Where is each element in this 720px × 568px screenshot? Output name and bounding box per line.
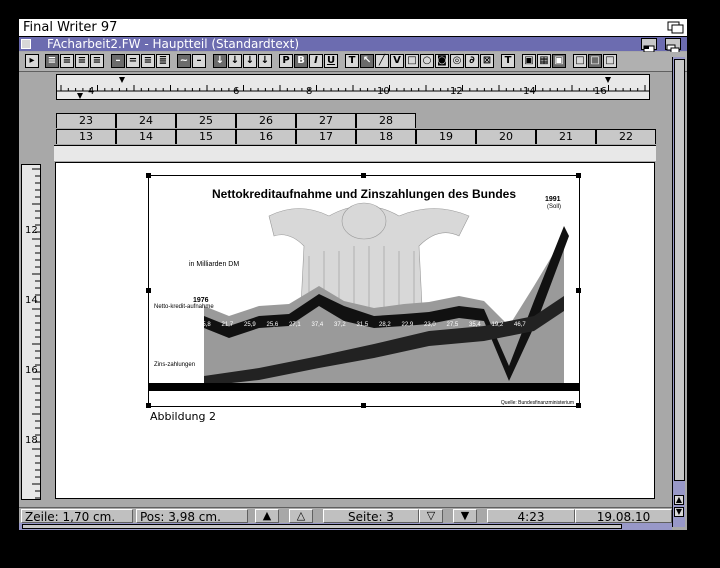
toolbar bbox=[19, 52, 687, 72]
chart-title: Nettokreditaufnahme und Zinszahlungen des Bundes bbox=[211, 187, 517, 201]
page-tab-15[interactable]: 15 bbox=[176, 129, 236, 144]
hyphen-icon[interactable]: ~ bbox=[177, 54, 191, 68]
year-end: 1991 bbox=[545, 196, 561, 203]
window-title-bar[interactable] bbox=[19, 37, 687, 51]
page-down-outline-icon[interactable]: ▽ bbox=[419, 509, 443, 523]
net-value-label: 37,2 bbox=[334, 322, 346, 328]
page-tab-28[interactable]: 28 bbox=[356, 113, 416, 128]
spacing-custom-icon[interactable]: ≣ bbox=[156, 54, 170, 68]
page-tab-20[interactable]: 20 bbox=[476, 129, 536, 144]
vruler-label: 14 bbox=[25, 295, 38, 306]
vruler-label: 16 bbox=[25, 365, 38, 376]
ruler-label: 6 bbox=[233, 86, 240, 97]
bold-icon[interactable]: B bbox=[294, 54, 308, 68]
net-value-label: 27,5 bbox=[446, 322, 459, 328]
page-up-outline-icon[interactable]: △ bbox=[289, 509, 313, 523]
selection-handle[interactable] bbox=[361, 173, 366, 178]
vertical-scrollbar[interactable] bbox=[672, 57, 685, 527]
ruler-label: 8 bbox=[306, 86, 313, 97]
freehand-tool-icon[interactable]: ∂ bbox=[465, 54, 479, 68]
page-tab-13[interactable]: 13 bbox=[56, 129, 116, 144]
align-right-icon[interactable]: ≡ bbox=[75, 54, 89, 68]
image-icon[interactable]: ▣ bbox=[552, 54, 566, 68]
page-tab-25[interactable]: 25 bbox=[176, 113, 236, 128]
net-value-label: 37,4 bbox=[311, 322, 324, 328]
clock-time: 4:23 bbox=[487, 509, 575, 523]
selection-handle[interactable] bbox=[576, 403, 581, 408]
page-tab-27[interactable]: 27 bbox=[296, 113, 356, 128]
horizontal-scrollbar[interactable] bbox=[19, 523, 672, 530]
line-position: Zeile: 1,70 cm. bbox=[21, 509, 133, 523]
net-value-label: 25,8 bbox=[199, 322, 211, 328]
plain-text-icon[interactable]: P bbox=[279, 54, 293, 68]
text-tool-icon[interactable]: T bbox=[345, 54, 359, 68]
screen-title-bar bbox=[19, 19, 687, 37]
pointer-icon[interactable]: ↖ bbox=[360, 54, 374, 68]
vertical-ruler[interactable] bbox=[21, 164, 41, 500]
year-end-note: (Soll) bbox=[547, 204, 562, 210]
document-page[interactable] bbox=[55, 162, 655, 499]
embedded-chart-image[interactable] bbox=[148, 175, 580, 407]
depth-gadget-icon[interactable] bbox=[665, 38, 681, 50]
page-tab-24[interactable]: 24 bbox=[116, 113, 176, 128]
underline-icon[interactable]: U bbox=[324, 54, 338, 68]
horizontal-ruler[interactable] bbox=[56, 74, 650, 100]
selection-handle[interactable] bbox=[361, 403, 366, 408]
scroll-knob[interactable] bbox=[674, 59, 685, 481]
page-tab-18[interactable]: 18 bbox=[356, 129, 416, 144]
filled-circle-tool-icon[interactable]: ◙ bbox=[435, 54, 449, 68]
align-center-icon[interactable]: ≡ bbox=[60, 54, 74, 68]
grid-icon[interactable]: ▦ bbox=[537, 54, 551, 68]
frame-icon[interactable]: ▣ bbox=[522, 54, 536, 68]
status-bar bbox=[19, 507, 672, 524]
year-start: 1976 bbox=[193, 297, 209, 304]
vruler-label: 18 bbox=[25, 435, 38, 446]
net-value-label: 35,4 bbox=[469, 322, 481, 328]
page-number: Seite: 3 bbox=[323, 509, 419, 523]
ruler-label: 10 bbox=[377, 86, 390, 97]
selection-handle[interactable] bbox=[146, 288, 151, 293]
page-tab-16[interactable]: 16 bbox=[236, 129, 296, 144]
unit-label: in Milliarden DM bbox=[189, 261, 240, 268]
tab-center-icon[interactable]: ↓ bbox=[228, 54, 242, 68]
page-up-filled-icon[interactable]: ▲ bbox=[255, 509, 279, 523]
net-value-label: 22,9 bbox=[401, 322, 414, 328]
align-left-icon[interactable]: ≡ bbox=[45, 54, 59, 68]
net-value-label: 28,2 bbox=[379, 322, 391, 328]
ruler-label: 4 bbox=[88, 86, 95, 97]
selection-handle[interactable] bbox=[146, 403, 151, 408]
view-draft-icon[interactable]: □ bbox=[588, 54, 602, 68]
align-justify-icon[interactable]: ≡ bbox=[90, 54, 104, 68]
net-value-label: 23,0 bbox=[424, 322, 436, 328]
interest-label: Zins-zahlungen bbox=[154, 362, 196, 368]
screen-title: Final Writer 97 bbox=[23, 20, 118, 35]
spacing-single-icon[interactable]: – bbox=[111, 54, 125, 68]
scroll-down-icon[interactable]: ▼ bbox=[675, 507, 683, 516]
page-tab-21[interactable]: 21 bbox=[536, 129, 596, 144]
line-tool-icon[interactable]: ╱ bbox=[375, 54, 389, 68]
net-value-label: 19,2 bbox=[491, 322, 504, 328]
net-value-label: 31,5 bbox=[356, 322, 369, 328]
close-icon[interactable] bbox=[21, 39, 31, 49]
ruler-label: 12 bbox=[450, 86, 463, 97]
selection-handle[interactable] bbox=[576, 173, 581, 178]
net-value-label: 66,3 bbox=[536, 227, 549, 233]
ruler-label: 16 bbox=[594, 86, 607, 97]
view-outline-icon[interactable]: □ bbox=[603, 54, 617, 68]
play-icon[interactable]: ▸ bbox=[25, 54, 39, 68]
net-value-label: 25,6 bbox=[266, 322, 279, 328]
figure-caption: Abbildung 2 bbox=[150, 410, 217, 423]
document-window bbox=[19, 37, 687, 530]
net-value-label: 25,9 bbox=[244, 322, 256, 328]
text-box-icon[interactable]: T bbox=[501, 54, 515, 68]
cursor-position: Pos: 3,98 cm. bbox=[136, 509, 248, 523]
target-tool-icon[interactable]: ◎ bbox=[450, 54, 464, 68]
italic-icon[interactable]: I bbox=[309, 54, 323, 68]
tab-left-icon[interactable]: ↓ bbox=[213, 54, 227, 68]
window-title: FAcharbeit2.FW - Hauptteil (Standardtext) bbox=[47, 37, 300, 51]
page-down-filled-icon[interactable]: ▼ bbox=[453, 509, 477, 523]
selection-handle[interactable] bbox=[146, 173, 151, 178]
date: 19.08.10 bbox=[575, 509, 672, 523]
net-value-label: 21,7 bbox=[221, 322, 234, 328]
fill-tool-icon[interactable]: ⊠ bbox=[480, 54, 494, 68]
screen-depth-gadget[interactable] bbox=[667, 20, 685, 34]
zoom-gadget-icon[interactable] bbox=[641, 38, 657, 50]
page-tab-19[interactable]: 19 bbox=[416, 129, 476, 144]
dash-icon[interactable]: – bbox=[192, 54, 206, 68]
tab-bar bbox=[54, 145, 656, 161]
net-label: Netto-kredit-aufnahme bbox=[154, 304, 214, 310]
ruler-label: 14 bbox=[523, 86, 536, 97]
net-value-label: 46,7 bbox=[514, 322, 526, 328]
tab-right-icon[interactable]: ↓ bbox=[243, 54, 257, 68]
page-tab-17[interactable]: 17 bbox=[296, 129, 356, 144]
vruler-label: 12 bbox=[25, 225, 38, 236]
page-tab-26[interactable]: 26 bbox=[236, 113, 296, 128]
rectangle-tool-icon[interactable]: □ bbox=[405, 54, 419, 68]
polyline-tool-icon[interactable]: V bbox=[390, 54, 404, 68]
page-tab-23[interactable]: 23 bbox=[56, 113, 116, 128]
spacing-double-icon[interactable]: ≡ bbox=[141, 54, 155, 68]
tab-decimal-icon[interactable]: ↓ bbox=[258, 54, 272, 68]
scroll-up-icon[interactable]: ▲ bbox=[675, 495, 683, 504]
view-page-icon[interactable]: □ bbox=[573, 54, 587, 68]
selection-handle[interactable] bbox=[576, 288, 581, 293]
spacing-onehalf-icon[interactable]: = bbox=[126, 54, 140, 68]
net-value-label: 27,1 bbox=[289, 322, 301, 328]
circle-tool-icon[interactable]: ○ bbox=[420, 54, 434, 68]
chart-source: Quelle: Bundesfinanzministerium bbox=[500, 400, 574, 406]
hscroll-knob[interactable] bbox=[22, 524, 622, 529]
page-tab-22[interactable]: 22 bbox=[596, 129, 656, 144]
page-tab-14[interactable]: 14 bbox=[116, 129, 176, 144]
